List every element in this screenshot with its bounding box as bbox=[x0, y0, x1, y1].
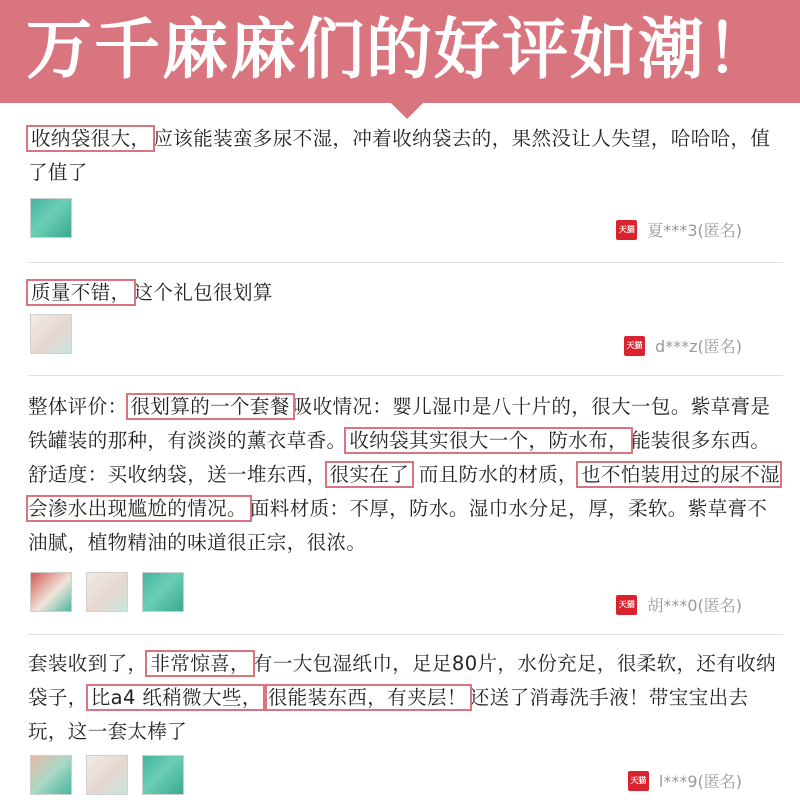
review-phrase: 还送了消毒洗手液！带宝宝出去玩，这一套太棒了 bbox=[28, 686, 749, 743]
review-phrase: 套装收到了， bbox=[28, 652, 148, 675]
highlighted-phrase: 也不怕装用过的尿不湿会渗水出现尴尬的情况。 bbox=[28, 463, 780, 520]
reviewer-info bbox=[616, 593, 742, 616]
reviewer-name: l***9(匿名) bbox=[658, 772, 742, 791]
highlighted-phrase: 很能装东西，有夹层！ bbox=[265, 686, 470, 709]
review-phrase: 而且防水的材质， bbox=[412, 463, 578, 486]
review-phrase: 应该能装蛮多尿不湿，冲着收纳袋去的，果然没让人失望，哈哈哈，值了值了 bbox=[28, 127, 771, 184]
review-photo-thumbnail[interactable] bbox=[142, 755, 184, 795]
reviewer-name: d***z(匿名) bbox=[654, 337, 742, 356]
review-card bbox=[0, 388, 800, 628]
review-photo-thumbnail[interactable] bbox=[30, 198, 72, 238]
review-phrase: 能装很多东西。舒适度：买收纳袋，送一堆东西， bbox=[28, 429, 771, 486]
tmall-icon: 天猫 bbox=[616, 595, 637, 615]
review-photo-thumbnail[interactable] bbox=[30, 755, 72, 795]
review-card bbox=[0, 118, 800, 258]
header-banner bbox=[0, 0, 800, 103]
highlighted-phrase: 质量不错， bbox=[28, 281, 134, 304]
review-phrase: 吸收情况：婴儿湿巾是八十片的，很大一包。紫草膏是铁罐装的那种，有淡淡的薰衣草香。 bbox=[28, 395, 771, 452]
review-photo-thumbnail[interactable] bbox=[30, 314, 72, 354]
review-photo-thumbnail[interactable] bbox=[86, 755, 128, 795]
tmall-icon: 天猫 bbox=[616, 220, 637, 240]
divider bbox=[28, 375, 783, 376]
review-thumbnails bbox=[30, 314, 72, 354]
banner-title: 万千麻麻们的好评如潮！ bbox=[26, 11, 774, 88]
review-thumbnails bbox=[30, 572, 184, 612]
reviewer-info bbox=[624, 334, 742, 357]
banner-pointer bbox=[389, 101, 425, 119]
highlighted-phrase: 收纳袋其实很大一个，防水布， bbox=[346, 429, 631, 452]
review-text bbox=[28, 390, 780, 560]
review-card bbox=[0, 272, 800, 372]
reviewer-info bbox=[628, 769, 742, 792]
reviewer-name: 夏***3(匿名) bbox=[647, 221, 742, 240]
review-thumbnails bbox=[30, 198, 72, 238]
highlighted-phrase: 非常惊喜， bbox=[147, 652, 253, 675]
review-photo-thumbnail[interactable] bbox=[30, 572, 72, 612]
reviewer-name: 胡***0(匿名) bbox=[647, 596, 742, 615]
highlighted-phrase: 很划算的一个套餐 bbox=[128, 395, 293, 418]
review-card bbox=[0, 645, 800, 800]
highlighted-phrase: 收纳袋很大， bbox=[28, 127, 153, 150]
tmall-icon: 天猫 bbox=[628, 771, 649, 791]
review-phrase: 有一大包湿纸巾，足足80片，水份充足，很柔软，还有收纳袋子， bbox=[28, 652, 777, 709]
divider bbox=[28, 634, 783, 635]
review-photo-thumbnail[interactable] bbox=[86, 572, 128, 612]
tmall-icon: 天猫 bbox=[624, 336, 645, 356]
highlighted-phrase: 很实在了 bbox=[327, 463, 413, 486]
review-text bbox=[28, 647, 780, 749]
review-phrase: 整体评价： bbox=[28, 395, 128, 418]
review-thumbnails bbox=[30, 755, 184, 795]
review-text bbox=[28, 276, 780, 310]
reviewer-info bbox=[616, 218, 742, 241]
review-photo-thumbnail[interactable] bbox=[142, 572, 184, 612]
review-phrase: 这个礼包很划算 bbox=[133, 281, 273, 304]
highlighted-phrase: 比a4 纸稍微大些， bbox=[88, 686, 265, 709]
review-phrase: 面料材质：不厚，防水。湿巾水分足，厚，柔软。紫草膏不油腻，植物精油的味道很正宗，很浓。 bbox=[28, 497, 768, 554]
divider bbox=[28, 262, 783, 263]
review-text bbox=[28, 122, 780, 190]
